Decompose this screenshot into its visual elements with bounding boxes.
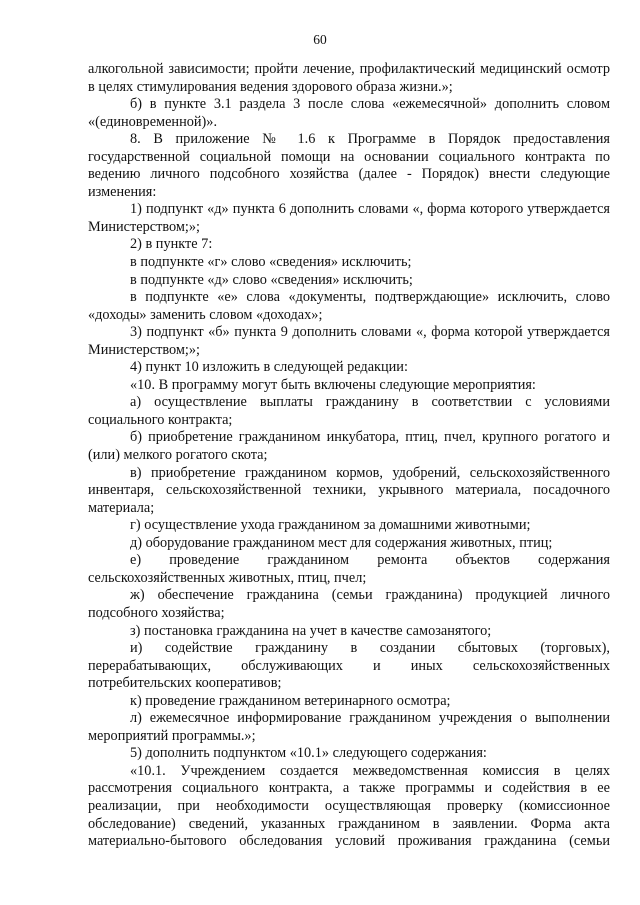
- paragraph: и) содействие гражданину в создании сбытовых (торговых), перерабатывающих, обслуживающих и иных сельскохозяйственных потребительских кооперативов;: [88, 640, 610, 692]
- page-number: 60: [313, 32, 327, 47]
- paragraph: д) оборудование гражданином мест для содержания животных, птиц;: [130, 534, 553, 551]
- paragraph: в) приобретение гражданином кормов, удобрений, сельскохозяйственного инвентаря, сельскохозяйственной техники, укрывного материала, посадочного материала;: [88, 464, 610, 516]
- paragraph: г) осуществление ухода гражданином за домашними животными;: [130, 517, 531, 534]
- paragraph: б) приобретение гражданином инкубатора, птиц, пчел, крупного рогатого и (или) мелкого рогатого скота;: [88, 429, 610, 464]
- paragraph: алкогольной зависимости; пройти лечение, профилактический медицинский осмотр в целях стимулирования ведения здорового образа жизни.»;: [88, 61, 610, 95]
- paragraph: в подпункте «г» слово «сведения» исключить;: [130, 254, 412, 271]
- paragraph: з) постановка гражданина на учет в качестве самозанятого;: [130, 622, 492, 639]
- paragraph: 3) подпункт «б» пункта 9 дополнить словами «, форма которой утверждается Министерством;»;: [88, 324, 610, 358]
- paragraph: 8. В приложение № 1.6 к Программе в Порядок предоставления государственной социальной помощи на основании социального контракта по ведению личного подсобного хозяйства (далее - Порядок) внести следующие изменения:: [88, 131, 610, 200]
- paragraph: в подпункте «е» слова «документы, подтверждающие» исключить, слово «доходы» заменить словом «доходах»;: [88, 289, 610, 323]
- paragraph: е) проведение гражданином ремонта объектов содержания сельскохозяйственных животных, птиц, пчел;: [88, 552, 610, 586]
- paragraph: ж) обеспечение гражданина (семьи гражданина) продукцией личного подсобного хозяйства;: [88, 587, 610, 621]
- paragraph: 1) подпункт «д» пункта 6 дополнить словами «, форма которого утверждается Министерством;»;: [88, 201, 610, 235]
- paragraph: б) в пункте 3.1 раздела 3 после слова «ежемесячной» дополнить словом «(единовременной)».: [88, 96, 610, 130]
- paragraph: 2) в пункте 7:: [130, 236, 213, 253]
- paragraph: 4) пункт 10 изложить в следующей редакции:: [130, 359, 408, 376]
- paragraph: «10. В программу могут быть включены следующие мероприятия:: [130, 376, 536, 393]
- paragraph: к) проведение гражданином ветеринарного осмотра;: [130, 692, 451, 709]
- paragraph: л) ежемесячное информирование гражданином учреждения о выполнении мероприятий программы.»;: [88, 710, 610, 744]
- paragraph: 5) дополнить подпунктом «10.1» следующего содержания:: [130, 745, 487, 762]
- paragraph: а) осуществление выплаты гражданину в соответствии с условиями социального контракта;: [88, 394, 610, 428]
- paragraph: «10.1. Учреждением создается межведомственная комиссия в целях рассмотрения социального контракта, а также программы и содействия в ее реализации, при необходимости осуществляющая проверку (комиссионное обследование) сведений, указанных гражданином в заявлении. Форма акта материально-бытового обследования условий проживания гражданина (семьи: [88, 762, 610, 850]
- document-body: [88, 61, 610, 851]
- paragraph: в подпункте «д» слово «сведения» исключить;: [130, 271, 413, 288]
